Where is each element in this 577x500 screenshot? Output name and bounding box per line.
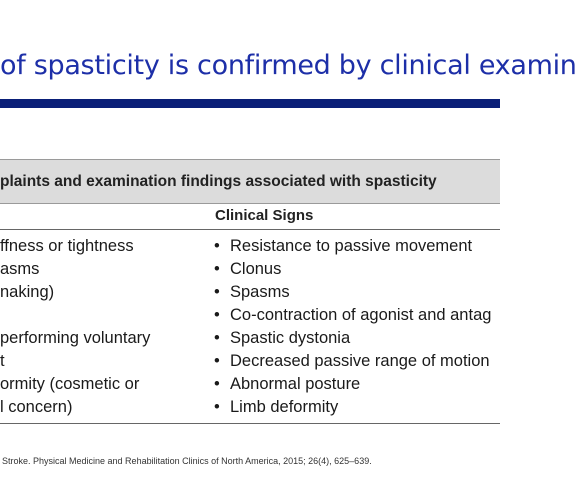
title-divider (0, 99, 500, 108)
header-divider (0, 229, 500, 230)
complaint-row: asms (0, 260, 40, 278)
clinical-sign-label: Co-contraction of agonist and antag (230, 306, 492, 324)
spasticity-table (0, 159, 500, 424)
clinical-sign-item (214, 235, 491, 258)
table-bottom-divider (0, 423, 500, 424)
complaint-row (0, 304, 150, 327)
bullet-icon: • (214, 306, 220, 324)
complaint-row: naking) (0, 283, 55, 301)
clinical-sign-label: Decreased passive range of motion (230, 352, 490, 370)
bullet-icon: • (214, 283, 220, 301)
clinical-sign-item (214, 396, 491, 419)
clinical-sign-label: Resistance to passive movement (230, 237, 473, 255)
bullet-icon: • (214, 398, 220, 416)
bullet-icon: • (214, 352, 220, 370)
clinical-signs-header: Clinical Signs (215, 207, 314, 224)
clinical-sign-label: Clonus (230, 260, 282, 278)
bullet-icon: • (214, 375, 220, 393)
clinical-sign-item (214, 327, 491, 350)
complaint-row: l concern) (0, 398, 73, 416)
citation: Stroke. Physical Medicine and Rehabilitation Clinics of North America, 2015; 26(4), 625–639. (2, 456, 372, 466)
clinical-sign-item (214, 350, 491, 373)
clinical-signs-column (214, 235, 491, 419)
clinical-sign-label: Limb deformity (230, 398, 339, 416)
clinical-sign-item (214, 281, 491, 304)
clinical-sign-item (214, 304, 491, 327)
complaints-column (0, 235, 150, 419)
bullet-icon: • (214, 329, 220, 347)
table-caption: plaints and examination findings associated with spasticity (0, 173, 437, 190)
clinical-sign-label: Abnormal posture (230, 375, 361, 393)
complaint-row: ormity (cosmetic or (0, 375, 140, 393)
clinical-sign-label: Spastic dystonia (230, 329, 351, 347)
complaint-row: t (0, 352, 5, 370)
slide-title: of spasticity is confirmed by clinical examin (0, 50, 577, 81)
complaint-row: performing voluntary (0, 329, 151, 347)
bullet-icon: • (214, 237, 220, 255)
clinical-sign-item (214, 373, 491, 396)
complaint-row: ffness or tightness (0, 237, 134, 255)
table-caption-band (0, 159, 500, 204)
bullet-icon: • (214, 260, 220, 278)
clinical-sign-item (214, 258, 491, 281)
clinical-sign-label: Spasms (230, 283, 290, 301)
